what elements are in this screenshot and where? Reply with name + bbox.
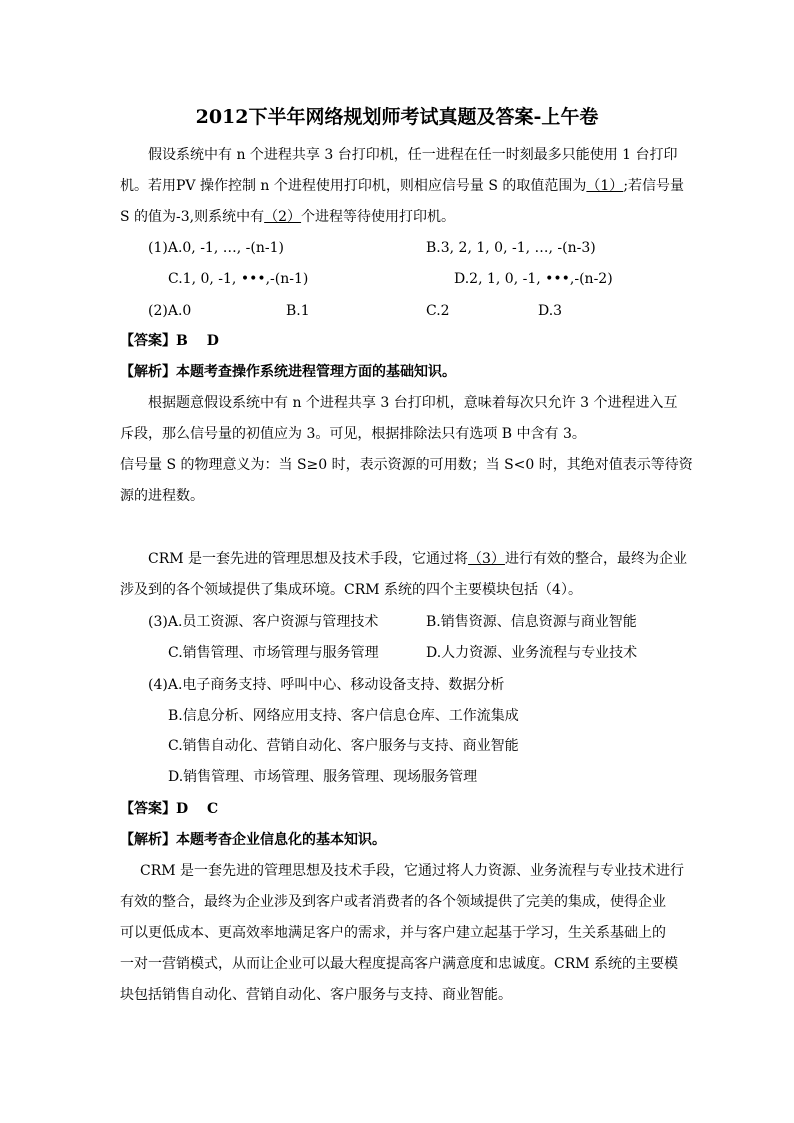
option: C.销售管理、市场管理与服务管理 [168, 645, 379, 661]
answer-value: D C [176, 801, 219, 817]
analysis-line: 源的进程数。 [120, 488, 204, 504]
option: B.信息分析、网络应用支持、客户信息仓库、工作流集成 [168, 708, 519, 724]
answer-line [120, 331, 219, 351]
analysis-heading [120, 362, 456, 382]
option: B.销售资源、信息资源与商业智能 [426, 614, 637, 630]
blank-1: （1） [586, 178, 624, 194]
option: D.3 [538, 303, 563, 319]
analysis-line: 信号量 S 的物理意义为：当 S≥0 时，表示资源的可用数；当 S<0 时，其绝对值表示等待资 [120, 457, 693, 473]
blank-3: （3） [468, 551, 505, 567]
option: (4)A.电子商务支持、呼叫中心、移动设备支持、数据分析 [148, 677, 505, 693]
q1-stem-line [120, 176, 684, 196]
q2-stem-line: 涉及到的各个领域提供了集成环境。CRM 系统的四个主要模块包括（4）。 [120, 582, 582, 598]
answer-label: 【答案】 [120, 801, 176, 817]
analysis-title: 本题考查操作系统进程管理方面的基础知识。 [176, 364, 456, 380]
text: ;若信号量 [623, 178, 685, 194]
text: 个进程等待使用打印机。 [301, 209, 456, 225]
analysis-line: 斥段，那么信号量的初值应为 3。可见，根据排除法只有选项 B 中含有 3。 [120, 426, 586, 442]
option: D.2, 1, 0, -1, •••,-(n-2) [454, 271, 613, 287]
analysis-line: 有效的整合，最终为企业涉及到客户或者消费者的各个领域提供了完美的集成，使得企业 [120, 894, 666, 910]
analysis-title: 本题考杳企业信息化的基本知识。 [176, 832, 386, 848]
option: B.1 [286, 303, 310, 319]
q1-stem-line: 假设系统中有 n 个进程共享 3 台打印机，任一进程在任一时刻最多只能使用 1 台打印 [148, 147, 678, 163]
analysis-label: 【解析】 [120, 364, 176, 380]
document-title: 2012下半年网络规划师考试真题及答案-上午卷 [195, 106, 599, 128]
answer-line [120, 799, 218, 819]
analysis-label: 【解析】 [120, 832, 176, 848]
analysis-line: CRM 是一套先进的管理思想及技术手段，它通过将人力资源、业务流程与专业技术进行 [140, 863, 685, 879]
option: (3)A.员工资源、客户资源与管理技术 [148, 614, 379, 630]
option: C.销售自动化、营销自动化、客户服务与支持、商业智能 [168, 738, 519, 754]
option: (2)A.0 [148, 303, 192, 319]
option: D.销售管理、市场管理、服务管理、现场服务管理 [168, 769, 478, 785]
option: (1)A.0, -1, …, -(n-1) [148, 240, 284, 256]
q2-stem-line [120, 549, 687, 569]
answer-label: 【答案】 [120, 333, 176, 349]
analysis-line: 可以更低成本、更高效率地满足客户的需求，并与客户建立起基于学习，生关系基础上的 [120, 925, 666, 941]
text: CRM 是一套先进的管理思想及技术手段，它通过将 [148, 551, 469, 567]
text: 进行有效的整合，最终为企业 [504, 551, 687, 567]
q1-stem-line [120, 207, 455, 227]
text: S 的值为-3,则系统中有 [120, 209, 265, 225]
analysis-line: 根据题意假设系统中有 n 个进程共享 3 台打印机，意味着每次只允许 3 个进程进入互 [148, 395, 678, 411]
option: B.3, 2, 1, 0, -1, …, -(n-3) [426, 240, 596, 256]
analysis-heading [120, 830, 386, 850]
analysis-line: 块包括销售自动化、营销自动化、客户服务与支持、商业智能。 [120, 987, 512, 1003]
text: 机。若用PV 操作控制 n 个进程使用打印机，则相应信号量 S 的取值范围为 [120, 178, 587, 194]
analysis-line: 一对一营销模式，从而让企业可以最大程度提高客户满意度和忠诚度。CRM 系统的主要模 [120, 956, 679, 972]
option: C.2 [426, 303, 450, 319]
blank-2: （2） [264, 209, 302, 225]
option: D.人力资源、业务流程与专业技术 [426, 645, 638, 661]
option: C.1, 0, -1, •••,-(n-1) [168, 271, 309, 287]
answer-value: B D [176, 333, 219, 349]
